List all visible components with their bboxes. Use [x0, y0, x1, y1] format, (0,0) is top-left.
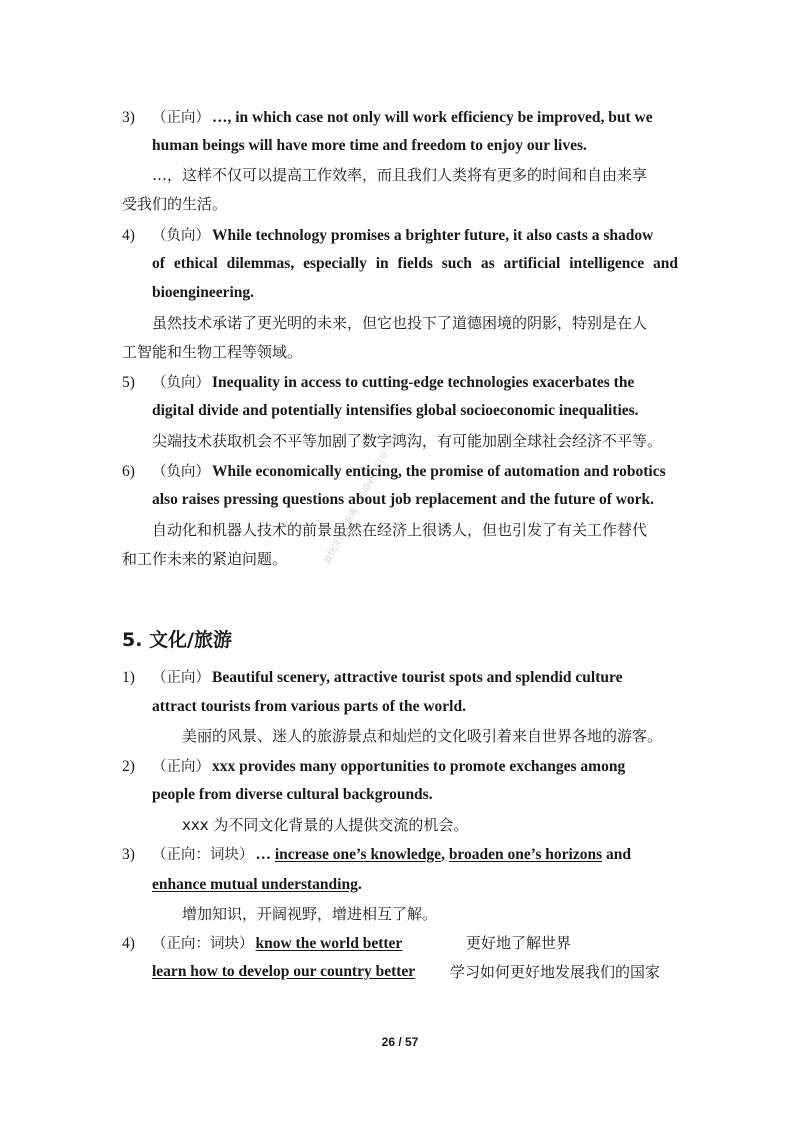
phrase-enhance-understanding: enhance mutual understanding — [152, 876, 358, 893]
tag-label: （正向） — [152, 670, 210, 686]
tag-label: （正向） — [152, 759, 210, 775]
phrase-develop-country: learn how to develop our country better — [152, 963, 416, 980]
tag-label: （负向） — [152, 464, 210, 480]
phrase-broaden-horizons: broaden one’s horizons — [448, 846, 603, 863]
item-number: 2) — [122, 758, 135, 775]
english-text: human beings will have more time and freedom to enjoy our lives. — [152, 137, 587, 154]
section-heading: 5. 文化/旅游 — [122, 629, 232, 651]
chinese-translation: 虽然技术承诺了更光明的未来，但它也投下了道德困境的阴影，特别是在人 — [152, 314, 648, 332]
item-6-line1 — [122, 460, 666, 483]
english-text: Inequality in access to cutting-edge technologies exacerbates the — [212, 374, 635, 391]
phrase-know-world: know the world better — [255, 935, 403, 952]
period: . — [357, 876, 362, 893]
item-3-line1 — [122, 843, 631, 866]
item-number: 4) — [122, 227, 135, 244]
english-text: While economically enticing, the promise of automation and robotics — [212, 463, 666, 480]
item-number: 6) — [122, 463, 135, 480]
chinese-translation: 尖端技术获取机会不平等加剧了数字鸿沟，有可能加剧全球社会经济不平等。 — [152, 432, 663, 450]
chinese-translation: 更好地了解世界 — [466, 934, 572, 952]
english-text: of ethical dilemmas, especially in fields such as artificial intelligence and — [152, 255, 678, 272]
lead-ellipsis: … — [255, 846, 275, 863]
chinese-translation: 美丽的风景、迷人的旅游景点和灿烂的文化吸引着来自世界各地的游客。 — [182, 727, 663, 745]
item-number: 3) — [122, 846, 135, 863]
phrase-increase-knowledge: increase one’s knowledge — [274, 846, 442, 863]
item-2-line1 — [122, 755, 625, 778]
chinese-translation: 和工作未来的紧迫问题。 — [122, 550, 288, 568]
english-text: digital divide and potentially intensifies global socioeconomic inequalities. — [152, 402, 639, 419]
english-text: bioengineering. — [152, 284, 255, 301]
english-text: also raises pressing questions about job replacement and the future of work. — [152, 491, 655, 508]
chinese-translation: xxx 为不同文化背景的人提供交流的机会。 — [182, 816, 469, 834]
item-number: 3) — [122, 109, 135, 126]
item-3-line2 — [152, 873, 362, 896]
conjunction-and: and — [602, 846, 631, 863]
item-5-line1 — [122, 371, 634, 394]
chinese-translation: 受我们的生活。 — [122, 195, 228, 213]
english-text: Beautiful scenery, attractive tourist spots and splendid culture — [212, 669, 623, 686]
tag-label: （正向：词块） — [152, 847, 254, 863]
english-text: …, in which case not only will work efficiency be improved, but we — [212, 109, 653, 126]
chinese-translation: 自动化和机器人技术的前景虽然在经济上很诱人，但也引发了有关工作替代 — [152, 521, 648, 539]
chinese-translation: …，这样不仅可以提高工作效率，而且我们人类将有更多的时间和自由来享 — [152, 166, 648, 184]
english-text: attract tourists from various parts of the world. — [152, 698, 466, 715]
item-1-line1 — [122, 666, 622, 689]
chinese-translation: 学习如何更好地发展我们的国家 — [450, 963, 661, 981]
tag-label: （正向：词块） — [152, 936, 254, 952]
chinese-translation: 增加知识，开阔视野，增进相互了解。 — [182, 905, 438, 923]
item-number: 5) — [122, 374, 135, 391]
watermark: 最快完整更新唯一渠道vx：旺旺学长 — [322, 432, 400, 567]
item-4-line1 — [122, 932, 402, 955]
chinese-translation: 工智能和生物工程等领域。 — [122, 343, 303, 361]
english-text: people from diverse cultural backgrounds. — [152, 786, 433, 803]
separator: , — [441, 846, 449, 863]
page-number: 26 / 57 — [381, 1035, 419, 1049]
item-number: 1) — [122, 669, 135, 686]
english-text: While technology promises a brighter future, it also casts a shadow — [212, 227, 654, 244]
tag-label: （正向） — [152, 110, 210, 126]
tag-label: （负向） — [152, 375, 210, 391]
item-number: 4) — [122, 935, 135, 952]
english-text: xxx provides many opportunities to promote exchanges among — [212, 758, 626, 775]
item-4-line1 — [122, 224, 653, 247]
tag-label: （负向） — [152, 228, 210, 244]
item-3-line1 — [122, 106, 653, 129]
